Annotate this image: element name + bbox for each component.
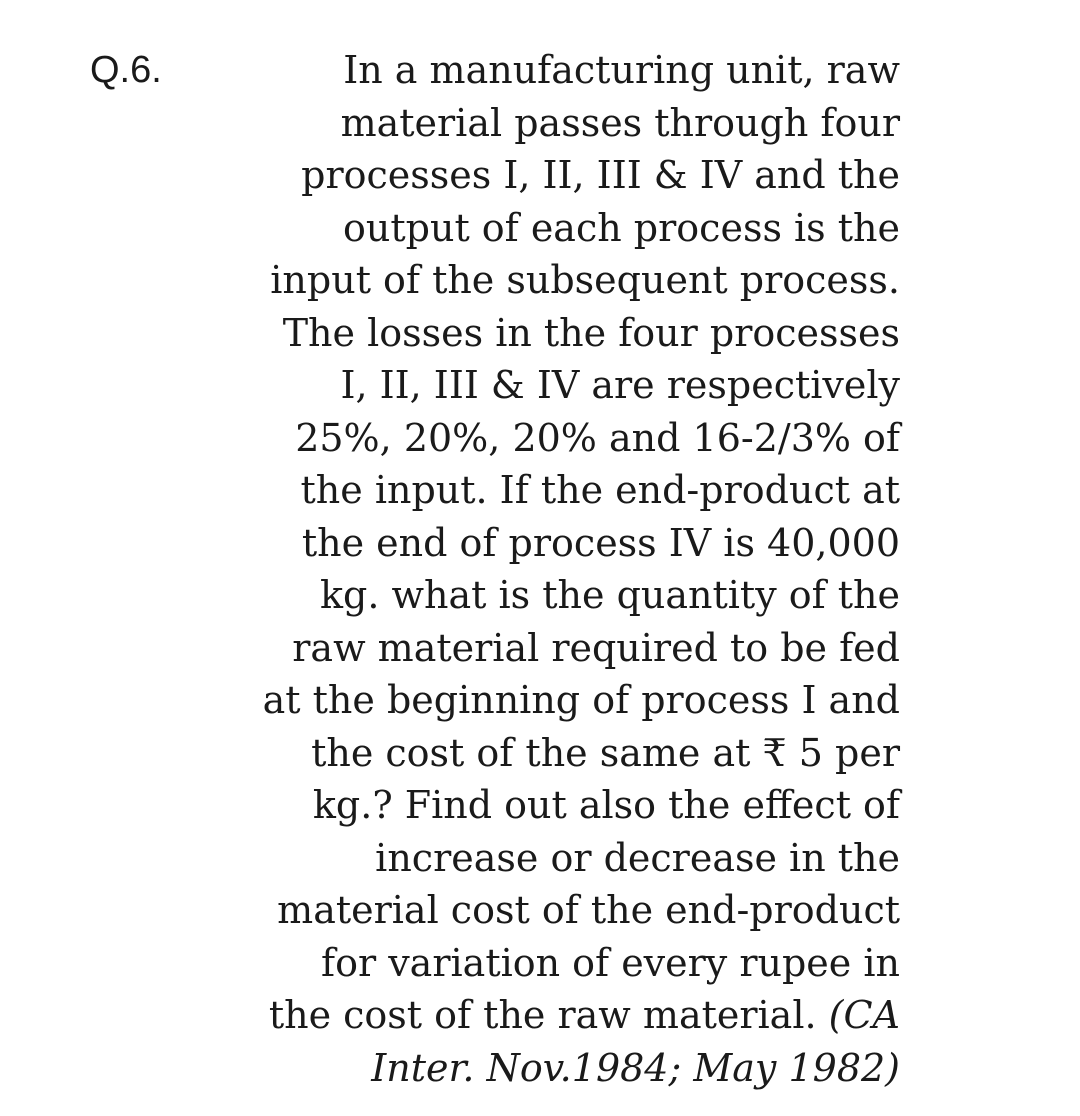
question-line: 25%, 20%, 20% and 16-2/3% of [295, 415, 900, 460]
question-line: kg. what is the quantity of the [320, 573, 900, 617]
question-line: I, II, III & IV are respectively [340, 363, 900, 407]
question-line: increase or decrease in the [375, 835, 900, 880]
question-number: Q.6. [90, 49, 162, 91]
citation-end: Inter. Nov.1984; May 1982) [371, 1045, 900, 1090]
question-line: the end of process IV is 40,000 [301, 520, 900, 565]
citation-start: (CA [828, 993, 900, 1037]
question-line-with-citation [200, 989, 900, 1042]
question-line: the cost of the same at ₹ 5 per [311, 730, 900, 775]
question-line: processes I, II, III & IV and the [301, 153, 900, 197]
question-line: for variation of every rupee in [321, 940, 900, 985]
question-line: The losses in the four processes [282, 310, 900, 355]
question-line: at the beginning of process I and [262, 678, 900, 722]
question-line: the input. If the end-product at [300, 468, 900, 512]
question-line: the cost of the raw material. [268, 993, 817, 1037]
question-line: raw material required to be fed [292, 625, 900, 670]
question-line: In a manufacturing unit, raw [343, 48, 900, 92]
question-line: material passes through four [340, 100, 900, 145]
question-line: input of the subsequent process. [270, 258, 900, 302]
question-line: material cost of the end-product [277, 888, 900, 932]
question-text [200, 44, 900, 1094]
question-line: output of each process is the [343, 205, 900, 250]
question-line: kg.? Find out also the effect of [312, 783, 900, 827]
